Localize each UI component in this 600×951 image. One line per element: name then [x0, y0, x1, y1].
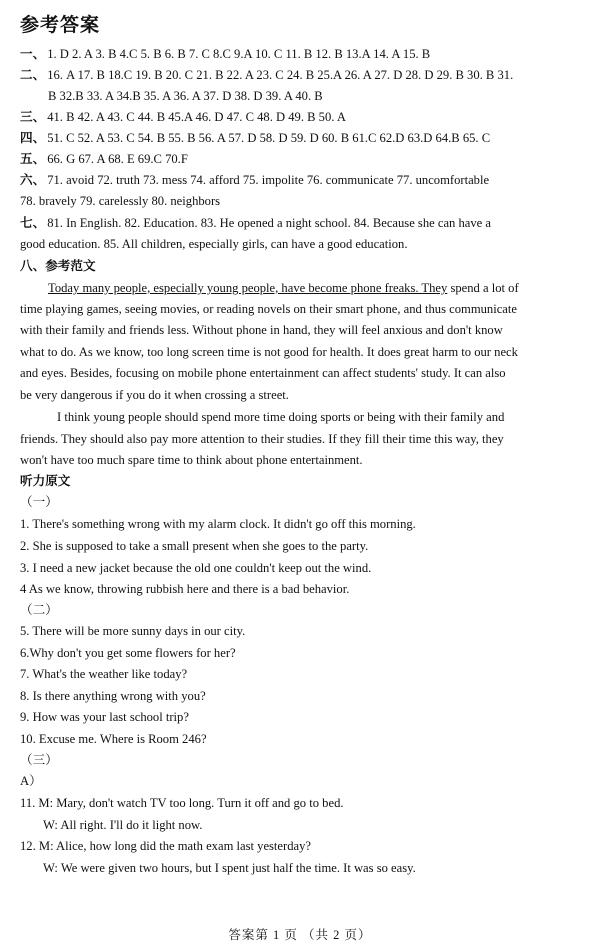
- page-footer: 答案第 1 页 （共 2 页）: [228, 928, 372, 942]
- answers-section-4: [20, 130, 490, 146]
- page-title: 参考答案: [20, 15, 101, 36]
- essay-paragraph-1-line: [48, 280, 519, 296]
- section-label: 一、: [20, 47, 46, 61]
- listening-section-label: （三）: [20, 753, 58, 767]
- answers-section-2-cont: B 32.B 33. A 34.B 35. A 36. A 37. D 38. D 39. A 40. B: [48, 89, 323, 103]
- listening-item: 3. I need a new jacket because the old one couldn't keep out the wind.: [20, 561, 372, 575]
- section-label: 七、: [20, 216, 46, 230]
- essay-paragraph-1-line: with their family and friends less. Without phone in hand, they will feel anxious and don't know: [20, 323, 503, 337]
- listening-section-label: （一）: [20, 495, 58, 509]
- section-label: 五、: [20, 152, 46, 166]
- essay-paragraph-1-line: what to do. As we know, too long screen time is not good for health. It does great harm to our neck: [20, 345, 518, 359]
- answers-text: 71. avoid 72. truth 73. mess 74. afford 75. impolite 76. communicate 77. uncomfortable: [47, 173, 490, 187]
- essay-paragraph-1-line: be very dangerous if you do it when crossing a street.: [20, 388, 289, 402]
- listening-heading: 听力原文: [20, 474, 71, 488]
- answers-text: 1. D 2. A 3. B 4.C 5. B 6. B 7. C 8.C 9.A 10. C 11. B 12. B 13.A 14. A 15. B: [47, 47, 431, 61]
- essay-paragraph-2-line: friends. They should also pay more attention to their studies. If they fill their time this way, they: [20, 432, 504, 446]
- answers-section-6: [20, 172, 489, 188]
- answers-section-7: [20, 215, 491, 231]
- answers-section-5: [20, 151, 188, 167]
- listening-item: 7. What's the weather like today?: [20, 667, 188, 681]
- answers-section-3: [20, 109, 346, 125]
- listening-item: 2. She is supposed to take a small present when she goes to the party.: [20, 539, 369, 553]
- essay-heading: 八、参考范文: [20, 259, 96, 273]
- answers-section-1: [20, 46, 430, 62]
- section-label: 四、: [20, 131, 46, 145]
- listening-item: 9. How was your last school trip?: [20, 710, 189, 724]
- essay-paragraph-1-line: and eyes. Besides, focusing on mobile phone entertainment can affect students' study. It can also: [20, 366, 506, 380]
- section-label: 六、: [20, 173, 46, 187]
- dialogue-line: W: All right. I'll do it light now.: [43, 818, 203, 832]
- listening-item: 6.Why don't you get some flowers for her?: [20, 646, 236, 660]
- essay-paragraph-2-line: I think young people should spend more time doing sports or being with their family and: [57, 410, 505, 424]
- answers-section-6-cont: 78. bravely 79. carelessly 80. neighbors: [20, 194, 221, 208]
- listening-section-label: （二）: [20, 603, 58, 617]
- answers-text: 51. C 52. A 53. C 54. B 55. B 56. A 57. D 58. D 59. D 60. B 61.C 62.D 63.D 64.B 65. C: [47, 131, 491, 145]
- dialogue-line: 12. M: Alice, how long did the math exam last yesterday?: [20, 839, 311, 853]
- underlined-sentence: Today many people, especially young people, have become phone freaks. They: [48, 281, 448, 295]
- answers-section-7-cont: good education. 85. All children, especially girls, can have a good education.: [20, 237, 408, 251]
- listening-subsection-label: A）: [20, 774, 42, 788]
- answers-text: 81. In English. 82. Education. 83. He opened a night school. 84. Because she can have a: [47, 216, 492, 230]
- section-label: 二、: [20, 68, 46, 82]
- listening-item: 10. Excuse me. Where is Room 246?: [20, 732, 207, 746]
- listening-item: 5. There will be more sunny days in our city.: [20, 624, 246, 638]
- answers-text: 16. A 17. B 18.C 19. B 20. C 21. B 22. A 23. C 24. B 25.A 26. A 27. D 28. D 29. B 30. B 31.: [47, 68, 514, 82]
- listening-item: 1. There's something wrong with my alarm clock. It didn't go off this morning.: [20, 517, 416, 531]
- essay-paragraph-1-line: time playing games, seeing movies, or reading novels on their smart phone, and thus communicate: [20, 302, 517, 316]
- answers-section-2: [20, 67, 513, 83]
- listening-item: 4 As we know, throwing rubbish here and there is a bad behavior.: [20, 582, 350, 596]
- dialogue-line: W: We were given two hours, but I spent just half the time. It was so easy.: [43, 861, 416, 875]
- answers-text: 66. G 67. A 68. E 69.C 70.F: [47, 152, 188, 166]
- essay-text: spend a lot of: [447, 281, 519, 295]
- dialogue-line: 11. M: Mary, don't watch TV too long. Turn it off and go to bed.: [20, 796, 344, 810]
- essay-paragraph-2-line: won't have too much spare time to think about phone entertainment.: [20, 453, 363, 467]
- listening-item: 8. Is there anything wrong with you?: [20, 689, 206, 703]
- section-label: 三、: [20, 110, 46, 124]
- answers-text: 41. B 42. A 43. C 44. B 45.A 46. D 47. C 48. D 49. B 50. A: [47, 110, 346, 124]
